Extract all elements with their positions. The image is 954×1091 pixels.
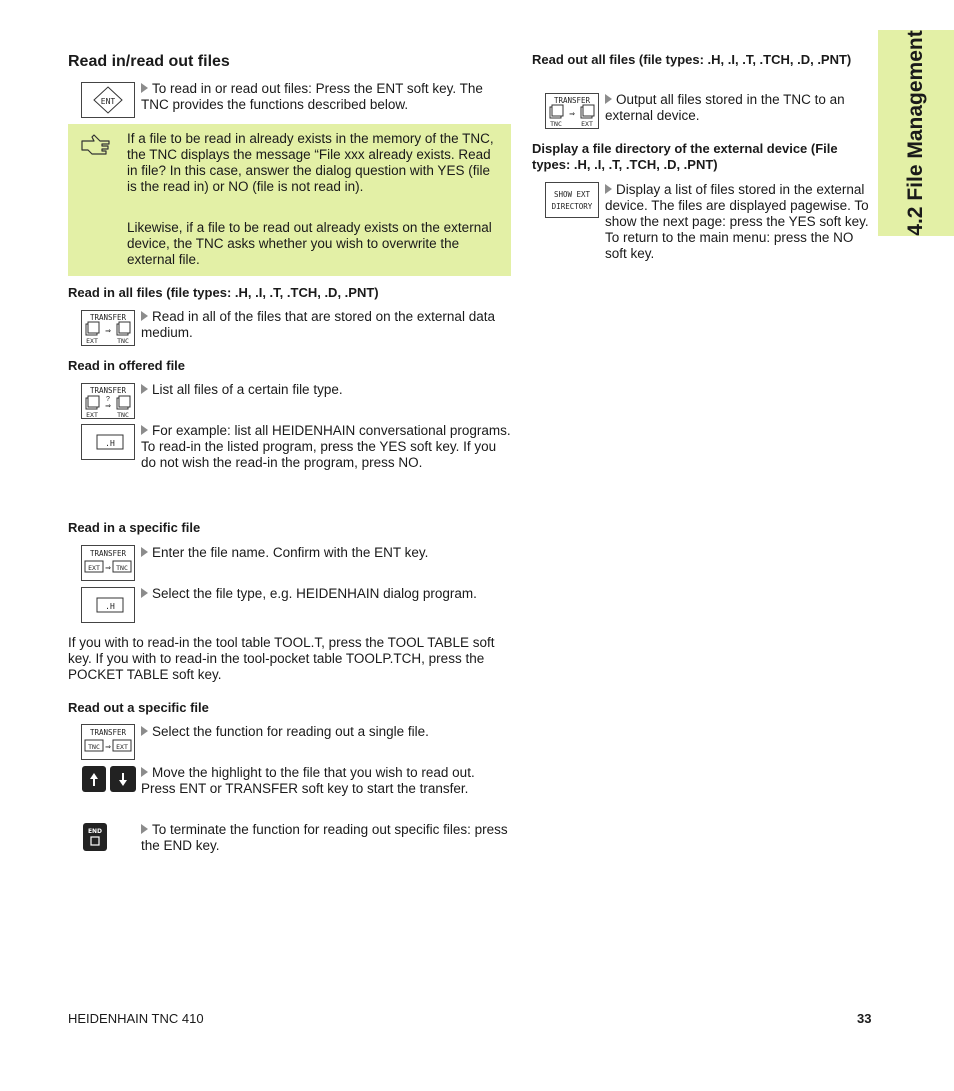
arrow-up-icon (82, 766, 106, 792)
square-icon (91, 837, 99, 845)
ent-label: ENT (100, 97, 116, 106)
svg-text:TRANSFER: TRANSFER (89, 386, 127, 395)
read-all-text: Read in all of the files that are stored on the external data medium. (141, 309, 495, 340)
svg-text:EXT: EXT (86, 337, 98, 345)
arrow-down-key[interactable] (110, 766, 136, 792)
svg-text:END: END (87, 828, 103, 835)
end-key[interactable] (83, 823, 107, 851)
svg-text:TRANSFER: TRANSFER (89, 313, 127, 322)
read-out-all-text: Output all files stored in the TNC to an external device. (605, 92, 845, 123)
transfer-offered-softkey[interactable] (81, 383, 135, 419)
svg-text:TNC: TNC (116, 564, 128, 572)
svg-text:⇒: ⇒ (105, 744, 111, 751)
svg-text:EXT: EXT (116, 743, 128, 751)
read-out-specific-heading: Read out a specific file (68, 700, 209, 715)
bullet-arrow-icon (141, 425, 148, 435)
ent-softkey[interactable] (81, 82, 135, 118)
svg-text:TNC: TNC (117, 337, 129, 345)
read-out-specific-text-3: To terminate the function for reading out specific files: press the END key. (141, 822, 508, 853)
bullet-arrow-icon (141, 588, 148, 598)
svg-text:SHOW EXT: SHOW EXT (553, 190, 591, 199)
read-specific-heading: Read in a specific file (68, 520, 201, 535)
svg-text:EXT: EXT (86, 411, 98, 418)
directory-text: Display a list of files stored in the external device. The files are displayed pagewise. To show the next page: press the YES soft key. To return to the main menu: press the NO soft key. (605, 182, 869, 261)
bullet-arrow-icon (141, 824, 148, 834)
transfer-tnc-ext-all-softkey[interactable] (545, 93, 599, 129)
arrow-up-key[interactable] (82, 766, 106, 792)
arrow-down-icon (110, 766, 136, 792)
svg-text:⇒: ⇒ (105, 565, 111, 572)
read-out-specific-text-1: Select the function for reading out a single file. (141, 724, 511, 740)
transfer-ext-tnc-all-softkey[interactable] (81, 310, 135, 346)
chapter-tab-label: 4.2 File Management (904, 30, 927, 236)
bullet-arrow-icon (141, 384, 148, 394)
bullet-arrow-icon (141, 311, 148, 321)
show-ext-directory-softkey[interactable] (545, 182, 599, 218)
read-specific-text-2: Select the file type, e.g. HEIDENHAIN dialog program. (141, 586, 511, 602)
read-offered-heading: Read in offered file (68, 358, 186, 373)
file-type-h-softkey[interactable] (81, 424, 135, 460)
bullet-arrow-icon (605, 184, 612, 194)
transfer-tnc-to-ext-softkey[interactable] (81, 724, 135, 760)
svg-text:⇒: ⇒ (569, 111, 575, 118)
read-out-specific-text-2: Move the highlight to the file that you wish to read out. Press ENT or TRANSFER soft key to start the transfer. (141, 765, 475, 796)
section-title: Read in/read out files (68, 53, 230, 70)
svg-text:⇒: ⇒ (105, 403, 111, 410)
read-offered-text-1: List all files of a certain file type. (141, 382, 511, 398)
read-specific-text-1: Enter the file name. Confirm with the ENT key. (141, 545, 511, 561)
svg-text:.H: .H (105, 439, 115, 448)
svg-text:TRANSFER: TRANSFER (89, 728, 127, 737)
svg-text:DIRECTORY: DIRECTORY (551, 202, 593, 211)
directory-heading: Display a file directory of the external device (File types: .H, .I, .T, .TCH, .D, .PNT) (532, 141, 838, 172)
svg-text:EXT: EXT (581, 120, 593, 128)
bullet-arrow-icon (141, 83, 148, 93)
bullet-arrow-icon (605, 94, 612, 104)
svg-text:EXT: EXT (88, 564, 100, 572)
svg-text:TRANSFER: TRANSFER (89, 549, 127, 558)
svg-text:TRANSFER: TRANSFER (553, 96, 591, 105)
svg-text:TNC: TNC (117, 411, 129, 418)
tool-table-paragraph: If you with to read-in the tool table TOOL.T, press the TOOL TABLE soft key. If you with to read-in the tool-pocket table TOOLP.TCH, press the POCKET TABLE soft key. (68, 635, 495, 682)
svg-text:TNC: TNC (550, 120, 562, 128)
note-paragraph-2: Likewise, if a file to be read out already exists on the external device, the TNC asks whether you wish to overwrite the external file. (127, 220, 492, 267)
page-number: 33 (857, 1011, 872, 1026)
svg-text:.H: .H (105, 602, 115, 611)
intro-text: To read in or read out files: Press the ENT soft key. The TNC provides the functions described below. (141, 81, 483, 112)
read-all-heading: Read in all files (file types: .H, .I, .T, .TCH, .D, .PNT) (68, 285, 379, 300)
read-offered-text-2: For example: list all HEIDENHAIN conversational programs. To read-in the listed program, press the YES soft key. If you do not wish the read-in the program, press NO. (141, 423, 511, 470)
read-out-all-heading: Read out all files (file types: .H, .I, .T, .TCH, .D, .PNT) (532, 52, 852, 67)
svg-text:?: ? (106, 396, 110, 403)
footer-product: HEIDENHAIN TNC 410 (68, 1011, 204, 1026)
transfer-ext-to-tnc-softkey[interactable] (81, 545, 135, 581)
hand-pointer-icon (80, 132, 112, 161)
file-type-h-softkey-2[interactable] (81, 587, 135, 623)
bullet-arrow-icon (141, 767, 148, 777)
bullet-arrow-icon (141, 726, 148, 736)
svg-text:⇒: ⇒ (105, 328, 111, 335)
note-paragraph-1: If a file to be read in already exists in the memory of the TNC, the TNC displays the message “File xxx already exists. Read in file? In this case, answer the dialog question with YES (file is the read in) or NO (file is not read in). (127, 131, 494, 194)
svg-text:TNC: TNC (88, 743, 100, 751)
bullet-arrow-icon (141, 547, 148, 557)
